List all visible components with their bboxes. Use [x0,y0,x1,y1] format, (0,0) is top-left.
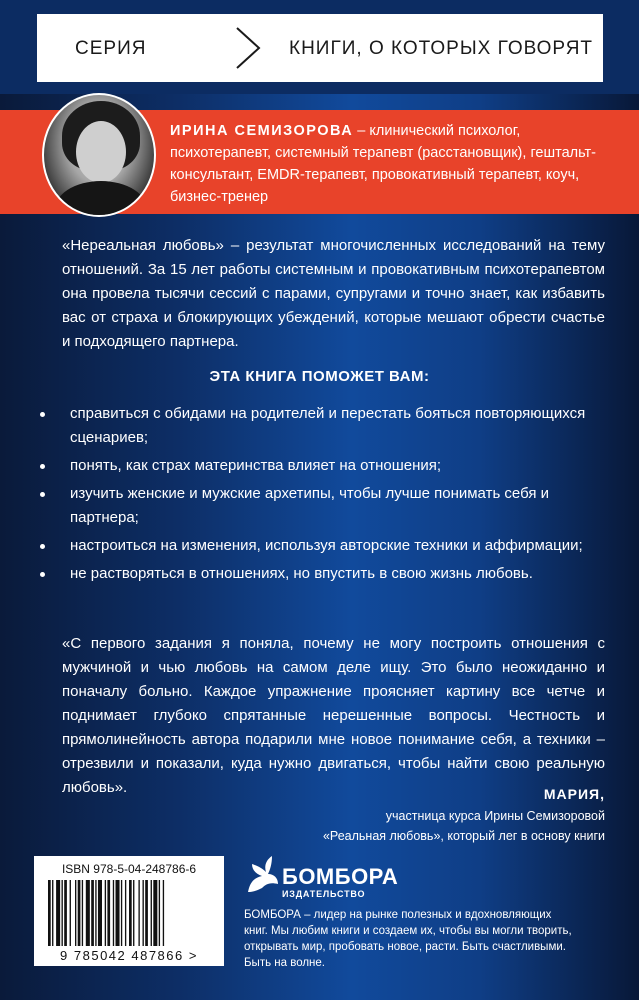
helps-list [38,402,598,590]
bombora-logo-icon [244,852,280,896]
testimonial-caption [245,806,605,846]
barcode-bar [70,880,71,946]
barcode-bar [48,880,51,946]
barcode-bar [121,880,122,946]
helps-heading: ЭТА КНИГА ПОМОЖЕТ ВАМ: [209,368,430,385]
barcode-bar [107,880,110,946]
list-item: не растворяться в отношениях, но впустить в свою жизнь любовь. [38,562,598,586]
isbn-text: ISBN 978-5-04-248786-6 [61,862,197,876]
barcode-bar [138,880,139,946]
barcode-bar [151,880,152,946]
barcode-bar [129,880,132,946]
barcode-bar [116,880,120,946]
author-photo [42,93,156,217]
series-title: КНИГИ, О КОТОРЫХ ГОВОРЯТ [289,38,594,59]
caption-line: «Реальная любовь», который лег в основу книги [322,829,605,843]
barcode-bar [159,880,160,946]
barcode-bar [133,880,134,946]
publisher-subtitle: ИЗДАТЕЛЬСТВО [282,889,366,899]
barcode-bar [75,880,76,946]
barcode-bar [95,880,96,946]
barcode-bar [105,880,106,946]
barcode-bar [113,880,114,946]
barcode-bar [78,880,81,946]
series-label: СЕРИЯ [75,38,147,59]
barcode-bar [163,880,164,946]
list-item: настроиться на изменения, используя авторские техники и аффирмации; [38,534,598,558]
barcode-bar [145,880,148,946]
chevron-right-icon [233,26,263,70]
list-item: справиться с обидами на родителей и перестать бояться повторяющихся сценариев; [38,402,598,450]
barcode-bar [62,880,63,946]
barcode-bar [153,880,157,946]
barcode-bar [98,880,102,946]
barcode-bar [91,880,94,946]
author-name: ИРИНА СЕМИЗОРОВА [170,123,354,139]
barcode-digits: 9 785042 487866 > [60,948,198,963]
barcode-bar [56,880,60,946]
barcode [34,856,224,966]
barcode-bar [86,880,90,946]
barcode-bars [48,880,210,946]
testimonial-author: МАРИЯ, [543,786,605,802]
list-item: понять, как страх материнства влияет на отношения; [38,454,598,478]
author-description: – клинический психолог, психотерапевт, системный терапевт (расстановщик), гештальт-консультант, EMDR-терапевт, провокативный терапевт, коуч, бизнес-тренер [170,123,597,205]
barcode-bar [82,880,83,946]
series-box [37,14,603,82]
publisher-name: БОМБОРА [282,864,399,889]
author-bio [170,120,610,208]
barcode-bar [64,880,67,946]
publisher-description: БОМБОРА – лидер на рынке полезных и вдохновляющих книг. Мы любим книги и создаем их, чтобы вы могли творить, открывать мир, пробовать новое, расти. Быть счастливыми. Быть на волне. [244,909,572,969]
testimonial-quote: «С первого задания я поняла, почему не могу построить отношения с мужчиной и чью любовь на самом деле ищу. Это было неожиданно и поначалу больно. Каждое упражнение проясняет картину все четче и поднимает глубоко спрятанные нерешенные вопросы. Честность и прямолинейность автора подарили мне новое понимание себя, а техники – отрезвили и показали, куда нужно двигаться, чтобы найти свою реальную любовь». [62,635,605,796]
caption-line: участница курса Ирины Семизоровой [385,809,605,823]
barcode-bar [52,880,53,946]
list-item: изучить женские и мужские архетипы, чтобы лучше понимать себя и партнера; [38,482,598,530]
intro-paragraph: «Нереальная любовь» – результат многочисленных исследований на тему отношений. За 15 лет работы системным и провокативным психотерапевтом она провела тысячи сессий с парами, супругами и точно знает, как избавить вас от страха и блокирующих убеждений, которые мешают обрести счастье и подходящего партнера. [62,237,605,350]
series-band [0,0,639,94]
barcode-bar [125,880,126,946]
barcode-bar [143,880,144,946]
